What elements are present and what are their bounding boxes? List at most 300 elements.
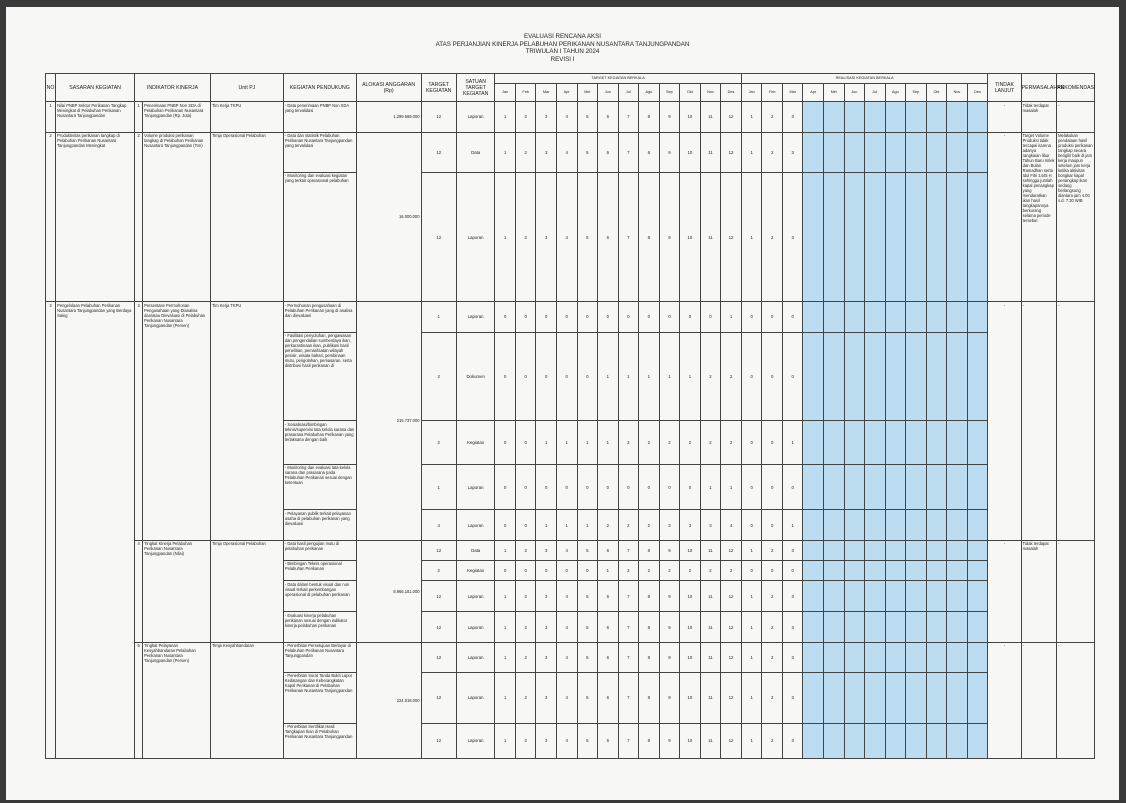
realisasi-empty-cell	[865, 302, 886, 332]
indikator-no-cell: 1	[135, 102, 143, 132]
realisasi-month-cell: 2	[762, 132, 783, 172]
target-month-cell: 10	[680, 672, 701, 723]
realisasi-empty-cell	[844, 672, 865, 723]
alokasi-cell: 215.737.000	[356, 302, 421, 540]
realisasi-empty-cell	[906, 510, 927, 540]
indikator-no-cell: 5	[135, 642, 143, 758]
realisasi-empty-cell	[803, 302, 824, 332]
target-month-cell: 2	[515, 642, 536, 672]
row-no-cell: 2	[46, 132, 56, 302]
realisasi-empty-cell	[824, 612, 845, 642]
satuan-cell: Data	[456, 132, 494, 172]
realisasi-month-cell: 1	[741, 172, 762, 301]
target-month-cell: 12	[721, 132, 742, 172]
unit-cell: Timja Operasional Pelabuhan	[210, 540, 283, 642]
target-month-cell: 6	[598, 612, 619, 642]
table-row	[46, 642, 1095, 672]
permasalahan-cell: Tidak terdapat masalah	[1021, 102, 1056, 132]
realisasi-month-cell: 2	[762, 540, 783, 560]
realisasi-month-cell: 2	[762, 581, 783, 612]
kegiatan-cell: - Pelayanan publik terkait pelayanan usaha di pelabuhan perikanan yang dievaluasi	[283, 510, 356, 540]
realisasi-empty-cell	[803, 672, 824, 723]
target-month-cell: 4	[556, 723, 577, 759]
target-month-cell: 0	[495, 560, 516, 580]
target-month-cell: 9	[659, 723, 680, 759]
realisasi-empty-cell	[947, 672, 968, 723]
target-month-cell: 0	[495, 302, 516, 332]
realisasi-empty-cell	[967, 332, 988, 421]
target-month-cell: 1	[495, 642, 516, 672]
realisasi-empty-cell	[803, 464, 824, 509]
target-cell: 1	[421, 464, 456, 509]
realisasi-empty-cell	[824, 672, 845, 723]
kegiatan-cell: - Penerbitan Sertifikat Hasil Tangkapan Ikan di Pelabuhan Perikanan Nusantara Tanjungpandan	[283, 723, 356, 759]
target-month-cell: 12	[721, 172, 742, 301]
target-month-cell: 6	[598, 102, 619, 132]
target-month-cell: 2	[515, 612, 536, 642]
target-month-cell: 5	[577, 612, 598, 642]
col-head-target: TARGET KEGIATAN	[421, 74, 456, 102]
realisasi-empty-cell	[926, 464, 947, 509]
realisasi-month-cell: 1	[782, 421, 803, 464]
realisasi-empty-cell	[926, 172, 947, 301]
target-month-cell: 0	[515, 302, 536, 332]
realisasi-month-cell: 0	[741, 510, 762, 540]
realisasi-empty-cell	[865, 332, 886, 421]
target-month-cell: 0	[577, 302, 598, 332]
target-month-cell: 1	[598, 560, 619, 580]
realisasi-empty-cell	[844, 560, 865, 580]
target-month-cell: 0	[659, 464, 680, 509]
satuan-cell: Laporan	[456, 302, 494, 332]
target-month-cell: 5	[577, 672, 598, 723]
kegiatan-cell: - Data penerimaan PNBP Non SDA yang tervalidasi	[283, 102, 356, 132]
realisasi-empty-cell	[967, 642, 988, 672]
target-month-cell: 0	[495, 464, 516, 509]
realisasi-month-cell: 3	[782, 672, 803, 723]
alokasi-cell: 16.000.000	[356, 132, 421, 302]
realisasi-empty-cell	[865, 612, 886, 642]
realisasi-month-cell: 0	[741, 421, 762, 464]
target-month-cell: 0	[515, 421, 536, 464]
realisasi-month-cell: 0	[762, 302, 783, 332]
realisasi-empty-cell	[865, 510, 886, 540]
target-month-cell: 4	[721, 510, 742, 540]
target-month-cell: 0	[495, 332, 516, 421]
target-month-cell: 11	[700, 102, 721, 132]
realisasi-empty-cell	[803, 132, 824, 172]
target-month-cell: 5	[577, 172, 598, 301]
realisasi-empty-cell	[947, 172, 968, 301]
realisasi-empty-cell	[906, 421, 927, 464]
evaluation-table	[45, 73, 1095, 759]
realisasi-empty-cell	[844, 132, 865, 172]
realisasi-month-cell: 0	[741, 464, 762, 509]
target-month-cell: 9	[659, 540, 680, 560]
target-month-cell: 2	[618, 421, 639, 464]
table-row	[46, 102, 1095, 132]
realisasi-empty-cell	[906, 581, 927, 612]
target-month-cell: 10	[680, 723, 701, 759]
target-month-cell: 7	[618, 612, 639, 642]
target-month-cell: 1	[618, 332, 639, 421]
realisasi-empty-cell	[824, 132, 845, 172]
target-month-cell: 1	[495, 723, 516, 759]
realisasi-empty-cell	[967, 723, 988, 759]
target-month-cell: 10	[680, 132, 701, 172]
realisasi-empty-cell	[844, 510, 865, 540]
target-month-cell: 7	[618, 540, 639, 560]
target-month-cell: 9	[659, 642, 680, 672]
realisasi-empty-cell	[906, 102, 927, 132]
target-month-head: Jan	[495, 84, 516, 102]
target-month-cell: 0	[556, 332, 577, 421]
kegiatan-cell: - Penerbitan Persetujuan Berlayar di Pelabuhan Perikanan Nusantara Tanjungpandan	[283, 642, 356, 672]
document-header	[6, 33, 1119, 63]
target-month-cell: 3	[536, 612, 557, 642]
target-month-cell: 3	[536, 132, 557, 172]
satuan-cell: Laporan	[456, 510, 494, 540]
target-month-cell: 7	[618, 642, 639, 672]
target-month-cell: 8	[639, 723, 660, 759]
realisasi-month-head: Agu	[885, 84, 906, 102]
target-month-cell: 2	[680, 560, 701, 580]
kegiatan-cell: - Bimbingan Teknis operasional Pelabuhan Perikanan	[283, 560, 356, 580]
realisasi-empty-cell	[824, 581, 845, 612]
target-month-cell: 0	[556, 464, 577, 509]
kegiatan-cell: - Data dalam bentuk visual dan non visual terkait perkembangan operasional di pelabuhan perikanan	[283, 581, 356, 612]
target-cell: 12	[421, 723, 456, 759]
target-month-head: Jun	[598, 84, 619, 102]
realisasi-empty-cell	[947, 132, 968, 172]
target-cell: 1	[421, 302, 456, 332]
tindak-lanjut-cell: -	[988, 132, 1021, 302]
target-month-cell: 8	[639, 540, 660, 560]
target-month-cell: 11	[700, 642, 721, 672]
target-month-cell: 4	[556, 642, 577, 672]
target-month-cell: 2	[515, 672, 536, 723]
satuan-cell: Laporan	[456, 723, 494, 759]
realisasi-empty-cell	[824, 172, 845, 301]
realisasi-month-cell: 3	[782, 172, 803, 301]
kegiatan-cell: - Monitoring dan evaluasi tata kelola sarana dan prasarana pada Pelabuhan Perikanan sesuai dengan ketentuan	[283, 464, 356, 509]
target-month-cell: 4	[556, 540, 577, 560]
realisasi-empty-cell	[844, 302, 865, 332]
kegiatan-cell: - Monitoring dan evaluasi kegiatan yang terkait operasional pelabuhan	[283, 172, 356, 301]
document-page	[6, 7, 1119, 800]
target-month-head: Jul	[618, 84, 639, 102]
target-month-cell: 4	[556, 132, 577, 172]
target-month-cell: 0	[598, 464, 619, 509]
indikator-cell: Volume produksi perikanan tangkap di Pelabuhan Perikanan Nusantara Tanjungpandan (Ton)	[143, 132, 211, 302]
satuan-cell: Dokumen	[456, 332, 494, 421]
target-month-cell: 5	[577, 540, 598, 560]
satuan-cell: Laporan	[456, 642, 494, 672]
target-month-cell: 0	[495, 510, 516, 540]
target-month-cell: 0	[618, 302, 639, 332]
realisasi-month-cell: 0	[782, 560, 803, 580]
realisasi-empty-cell	[947, 302, 968, 332]
target-cell: 2	[421, 332, 456, 421]
realisasi-month-cell: 1	[741, 723, 762, 759]
rekomendasi-cell: -	[1057, 642, 1095, 758]
realisasi-empty-cell	[824, 642, 845, 672]
realisasi-empty-cell	[865, 642, 886, 672]
realisasi-empty-cell	[885, 332, 906, 421]
realisasi-empty-cell	[824, 723, 845, 759]
col-head-indikator: INDIKATOR KINERJA	[135, 74, 211, 102]
target-month-cell: 2	[515, 540, 536, 560]
target-month-cell: 2	[700, 421, 721, 464]
target-month-cell: 6	[598, 172, 619, 301]
realisasi-empty-cell	[967, 510, 988, 540]
kegiatan-cell: - Permohonan pengusahaan di Pelabuhan Perikanan yang di analisa dan dievaluasi	[283, 302, 356, 332]
satuan-cell: Laporan	[456, 612, 494, 642]
realisasi-empty-cell	[967, 102, 988, 132]
target-cell: 12	[421, 581, 456, 612]
realisasi-month-cell: 0	[762, 421, 783, 464]
realisasi-month-cell: 1	[782, 510, 803, 540]
permasalahan-cell: Target Volume Produksi tidak tercapai karena adanya rangkaian libur Tahun Baru Imlek dan Bulan Ramadhan serta Idul Fitri 1445 H sehingga jumlah kapal penangkap yang mendaratkan ikan hasil tangkapannya berkurang selama periode tersebut	[1021, 132, 1056, 302]
alokasi-cell: 224.018.000	[356, 642, 421, 758]
permasalahan-cell: Tidak terdapat masalah	[1021, 540, 1056, 642]
realisasi-month-cell: 2	[762, 172, 783, 301]
target-month-cell: 4	[556, 102, 577, 132]
target-month-cell: 3	[536, 581, 557, 612]
target-month-cell: 3	[700, 510, 721, 540]
target-month-cell: 1	[659, 332, 680, 421]
realisasi-empty-cell	[865, 464, 886, 509]
row-no-cell: 1	[46, 102, 56, 132]
target-month-cell: 6	[598, 723, 619, 759]
col-head-kegiatan: KEGIATAN PENDUKUNG	[283, 74, 356, 102]
target-month-cell: 8	[639, 102, 660, 132]
target-month-cell: 10	[680, 172, 701, 301]
target-month-cell: 10	[680, 540, 701, 560]
realisasi-empty-cell	[926, 540, 947, 560]
realisasi-empty-cell	[865, 581, 886, 612]
sasaran-cell: Produktivitas perikanan tangkap di Pelabuhan Perikanan Nusantara Tanjungpandan Meningkat	[56, 132, 135, 302]
target-month-cell: 9	[659, 132, 680, 172]
target-month-cell: 2	[700, 560, 721, 580]
realisasi-month-cell: 1	[741, 642, 762, 672]
row-no-cell: 3	[46, 302, 56, 759]
indikator-cell: Tingkat Pelayanan Kesyahbandaran Pelabuhan Perikanan Nusantara Tanjungpandan (Persen)	[143, 642, 211, 758]
realisasi-month-cell: 2	[762, 723, 783, 759]
target-month-cell: 1	[536, 510, 557, 540]
unit-cell: Timja Kesyahbandaran	[210, 642, 283, 758]
table-row	[46, 540, 1095, 560]
realisasi-empty-cell	[803, 581, 824, 612]
tindak-lanjut-cell: -	[988, 102, 1021, 132]
target-month-cell: 4	[556, 581, 577, 612]
target-month-cell: 0	[556, 302, 577, 332]
realisasi-empty-cell	[844, 723, 865, 759]
realisasi-empty-cell	[844, 540, 865, 560]
realisasi-empty-cell	[803, 421, 824, 464]
target-month-head: Okt	[680, 84, 701, 102]
target-month-cell: 7	[618, 172, 639, 301]
unit-cell: Tim Kerja TKPU	[210, 302, 283, 540]
realisasi-empty-cell	[906, 642, 927, 672]
realisasi-empty-cell	[947, 560, 968, 580]
kegiatan-cell: - Penerbitan Surat Tanda Bukti Lapor Kedatangan dan Keberangkatan Kapal Perikanan di Pelabuhan Perikanan Nusantara Tanjungpandan	[283, 672, 356, 723]
target-month-cell: 2	[618, 560, 639, 580]
target-month-cell: 0	[515, 464, 536, 509]
target-month-cell: 10	[680, 642, 701, 672]
target-month-head: Apr	[556, 84, 577, 102]
col-head-no: NO	[46, 74, 56, 102]
kegiatan-cell: - Sosialisasi/bimbingan teknis/supervisi tata kelola sarana dan prasarana Pelabuhan Perikanan yang terlaksana dengan baik	[283, 421, 356, 464]
target-cell: 4	[421, 510, 456, 540]
realisasi-empty-cell	[906, 464, 927, 509]
realisasi-month-cell: 3	[782, 102, 803, 132]
realisasi-empty-cell	[906, 612, 927, 642]
target-cell: 2	[421, 560, 456, 580]
realisasi-empty-cell	[844, 332, 865, 421]
target-month-cell: 1	[495, 581, 516, 612]
realisasi-empty-cell	[844, 581, 865, 612]
target-month-cell: 1	[556, 421, 577, 464]
permasalahan-cell: -	[1021, 642, 1056, 758]
target-cell: 12	[421, 642, 456, 672]
indikator-cell: Penerimaan PNBP Non SDA di Pelabuhan Perikanan Nusantara Tanjungpandan (Rp. Juta)	[143, 102, 211, 132]
target-month-cell: 1	[495, 132, 516, 172]
target-month-cell: 3	[536, 723, 557, 759]
realisasi-month-cell: 1	[741, 612, 762, 642]
col-head-unit: Unit PJ	[210, 74, 283, 102]
target-month-cell: 1	[721, 464, 742, 509]
tindak-lanjut-cell: -	[988, 540, 1021, 642]
satuan-cell: Laporan	[456, 464, 494, 509]
realisasi-empty-cell	[865, 102, 886, 132]
realisasi-month-cell: 1	[741, 540, 762, 560]
target-month-cell: 2	[659, 421, 680, 464]
target-month-cell: 7	[618, 102, 639, 132]
realisasi-empty-cell	[844, 421, 865, 464]
alokasi-cell: 8.966.181.000	[356, 540, 421, 642]
realisasi-month-head: Apr	[803, 84, 824, 102]
target-month-cell: 9	[659, 612, 680, 642]
target-cell: 12	[421, 672, 456, 723]
target-month-cell: 0	[515, 510, 536, 540]
realisasi-empty-cell	[926, 642, 947, 672]
realisasi-empty-cell	[844, 172, 865, 301]
unit-cell: Tim Kerja TKPU	[210, 102, 283, 132]
satuan-cell: Laporan	[456, 102, 494, 132]
target-month-cell: 5	[577, 102, 598, 132]
target-month-cell: 11	[700, 723, 721, 759]
realisasi-empty-cell	[865, 723, 886, 759]
realisasi-empty-cell	[926, 723, 947, 759]
realisasi-month-head: Jul	[865, 84, 886, 102]
target-month-cell: 2	[515, 102, 536, 132]
indikator-cell: Tingkat Kinerja Pelabuhan Perikanan Nusantara Tanjungpandan (Nilai)	[143, 540, 211, 642]
title-line-3: TRIWULAN I TAHUN 2024	[525, 48, 600, 56]
target-month-cell: 10	[680, 102, 701, 132]
realisasi-empty-cell	[803, 102, 824, 132]
realisasi-empty-cell	[967, 302, 988, 332]
target-month-cell: 6	[598, 672, 619, 723]
realisasi-empty-cell	[947, 510, 968, 540]
target-month-cell: 2	[515, 581, 536, 612]
target-month-cell: 7	[618, 672, 639, 723]
target-month-cell: 2	[721, 332, 742, 421]
realisasi-empty-cell	[885, 612, 906, 642]
realisasi-empty-cell	[967, 421, 988, 464]
target-month-cell: 1	[598, 421, 619, 464]
realisasi-empty-cell	[885, 510, 906, 540]
realisasi-month-cell: 3	[782, 132, 803, 172]
target-month-cell: 2	[618, 510, 639, 540]
target-month-cell: 3	[536, 672, 557, 723]
realisasi-month-cell: 0	[741, 560, 762, 580]
sasaran-cell: Pengelolaan Pelabuhan Perikanan Nusantara Tanjungpandan yang Berdaya Saing	[56, 302, 135, 759]
realisasi-empty-cell	[926, 581, 947, 612]
target-cell: 12	[421, 102, 456, 132]
realisasi-empty-cell	[906, 540, 927, 560]
realisasi-empty-cell	[906, 723, 927, 759]
realisasi-month-cell: 0	[762, 510, 783, 540]
realisasi-empty-cell	[865, 172, 886, 301]
target-month-cell: 9	[659, 172, 680, 301]
realisasi-empty-cell	[844, 642, 865, 672]
realisasi-month-cell: 1	[741, 132, 762, 172]
realisasi-month-cell: 0	[782, 302, 803, 332]
rekomendasi-cell: Melakukan pendataan hasil produksi perikanan tangkap secara berigilir baik di jam kerja maupun setelum jam kerja ketika aktivitas bongkar kapal penangkap ikan sedang berlangsung diantara jam 4.00 s.d. 7.30 WIB	[1057, 132, 1095, 302]
target-month-cell: 5	[577, 642, 598, 672]
realisasi-empty-cell	[926, 612, 947, 642]
indikator-no-cell: 2	[135, 132, 143, 302]
target-month-cell: 12	[721, 581, 742, 612]
unit-cell: Timja Operasional Pelabuhan	[210, 132, 283, 302]
target-month-cell: 9	[659, 581, 680, 612]
realisasi-empty-cell	[926, 302, 947, 332]
target-month-cell: 8	[639, 612, 660, 642]
kegiatan-cell: - Evaluasi kinerja pelabuhan perikanan sesuai dengan indikator kinerja pelabuhan perikanan	[283, 612, 356, 642]
realisasi-empty-cell	[803, 642, 824, 672]
kegiatan-cell: - Data hasil pengujian mutu di pelabuhan perikanan	[283, 540, 356, 560]
target-cell: 12	[421, 172, 456, 301]
realisasi-empty-cell	[906, 172, 927, 301]
realisasi-empty-cell	[885, 723, 906, 759]
realisasi-empty-cell	[803, 332, 824, 421]
target-cell: 2	[421, 421, 456, 464]
target-month-cell: 2	[680, 421, 701, 464]
col-head-tindak: TINDAK LANJUT	[988, 74, 1021, 102]
target-month-cell: 2	[700, 332, 721, 421]
target-month-cell: 1	[536, 421, 557, 464]
realisasi-empty-cell	[885, 672, 906, 723]
title-line-2: ATAS PERJANJIAN KINERJA PELABUHAN PERIKANAN NUSANTARA TANJUNGPANDAN	[435, 40, 690, 48]
realisasi-month-cell: 3	[782, 540, 803, 560]
target-month-cell: 1	[639, 332, 660, 421]
realisasi-empty-cell	[824, 510, 845, 540]
title-line-1: EVALUASI RENCANA AKSI	[524, 33, 601, 40]
realisasi-empty-cell	[947, 421, 968, 464]
realisasi-empty-cell	[824, 540, 845, 560]
realisasi-empty-cell	[967, 464, 988, 509]
col-head-sasaran: SASARAN KEGIATAN	[56, 74, 135, 102]
target-month-cell: 6	[598, 581, 619, 612]
target-month-head: Feb	[515, 84, 536, 102]
realisasi-empty-cell	[865, 421, 886, 464]
tindak-lanjut-cell: -	[988, 642, 1021, 758]
target-month-cell: 2	[639, 560, 660, 580]
target-month-cell: 2	[639, 510, 660, 540]
realisasi-empty-cell	[803, 540, 824, 560]
target-month-cell: 2	[515, 723, 536, 759]
